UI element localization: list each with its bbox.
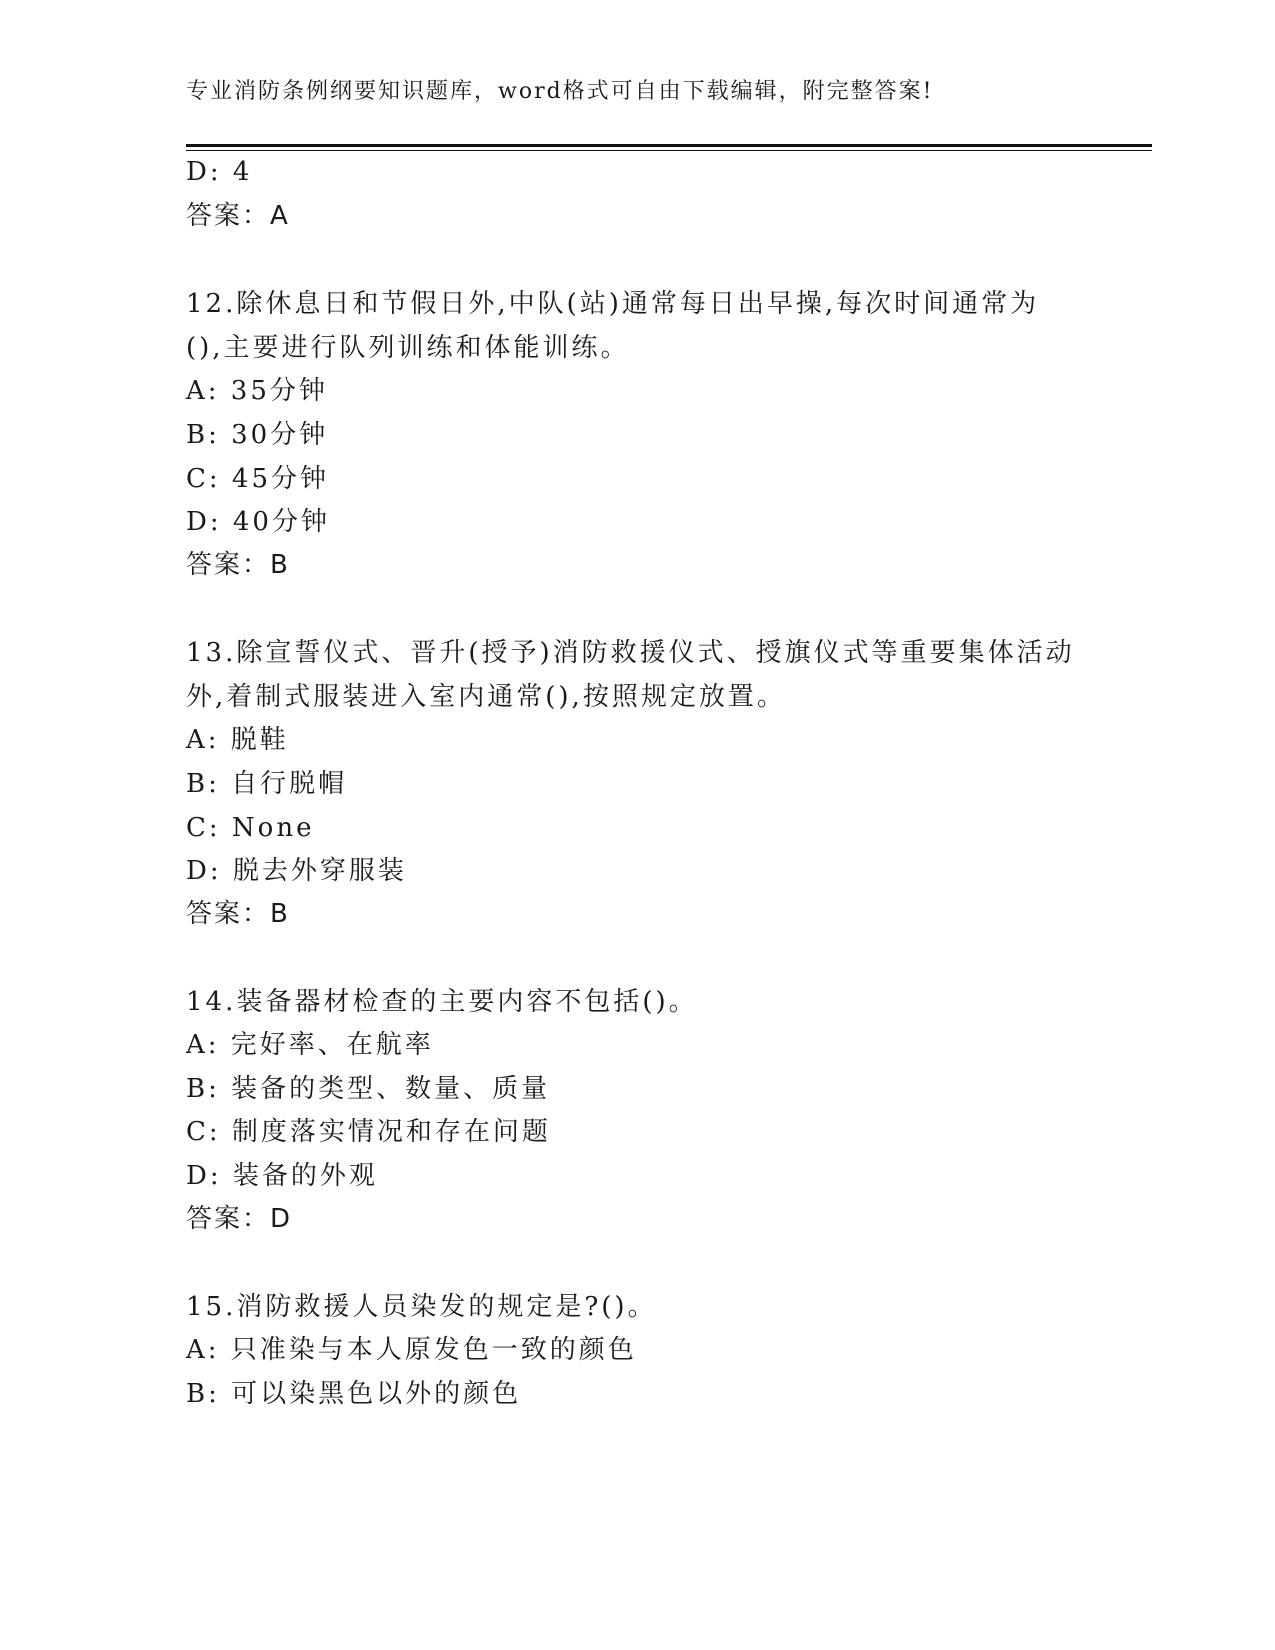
- question-stem: 12.除休息日和节假日外,中队(站)通常每日出早操,每次时间通常为: [186, 289, 1040, 319]
- option-d: D: 脱去外穿服装: [186, 856, 407, 886]
- option-d: D: 4: [186, 157, 253, 187]
- question-stem: 15.消防救援人员染发的规定是?()。: [186, 1292, 657, 1322]
- header-divider-thick: [186, 144, 1152, 147]
- option-a: A: 脱鞋: [186, 725, 289, 755]
- option-b: B: 可以染黑色以外的颜色: [186, 1379, 522, 1409]
- question-stem-cont: (),主要进行队列训练和体能训练。: [186, 333, 630, 363]
- option-b: B: 自行脱帽: [186, 769, 348, 799]
- option-c: C: 制度落实情况和存在问题: [186, 1117, 551, 1147]
- option-b: B: 装备的类型、数量、质量: [186, 1074, 551, 1104]
- option-d: D: 40分钟: [186, 507, 330, 537]
- option-b: B: 30分钟: [186, 420, 329, 450]
- question-stem: 13.除宣誓仪式、晋升(授予)消防救援仪式、授旗仪式等重要集体活动: [186, 638, 1075, 668]
- header-divider-thin: [186, 150, 1152, 151]
- option-a: A: 只准染与本人原发色一致的颜色: [186, 1335, 637, 1365]
- option-d: D: 装备的外观: [186, 1161, 378, 1191]
- question-stem: 14.装备器材检查的主要内容不包括()。: [186, 987, 698, 1017]
- option-c: C: None: [186, 813, 315, 843]
- answer: 答案：B: [186, 550, 290, 580]
- answer: 答案：D: [186, 1204, 293, 1234]
- option-a: A: 35分钟: [186, 376, 328, 406]
- question-stem-cont: 外,着制式服装进入室内通常(),按照规定放置。: [186, 682, 786, 712]
- answer: 答案：A: [186, 201, 290, 231]
- answer: 答案：B: [186, 899, 290, 929]
- option-a: A: 完好率、在航率: [186, 1030, 434, 1060]
- page-header: 专业消防条例纲要知识题库，word格式可自由下载编辑，附完整答案!: [186, 79, 934, 104]
- option-c: C: 45分钟: [186, 464, 330, 494]
